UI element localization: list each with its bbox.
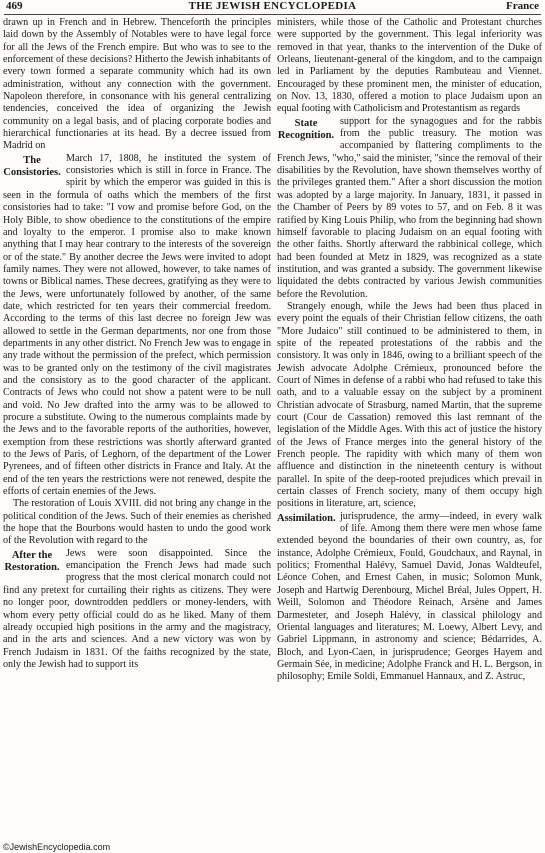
running-header — [0, 0, 545, 14]
running-title: THE JEWISH ENCYCLOPEDIA — [188, 0, 357, 12]
right-paragraph-4: jurisprudence, the army—indeed, in every walk of life. Among them there were men whose fame extended beyond the boundaries of their own country, as, for instance, Adolphe Crémieux, Fould, Goudchaux, and Raynal, in politics; Fromenthal Halévy, Samuel David, Jonas Waldteufel, Léonce Cohen, and Ernest Cahen, in music; Solomon Munk, Joseph and Hartwig Derenbourg, Michel Bréal, Jules Oppert, H. Weill, Solomon and Théodore Reinach, Arsène and James Darmesteter, and Joseph Halévy, in classical philology and Oriental languages and literatures; M. Loewy, Albert Levy, and Gabriel Lippmann, in astronomy and science; Bédarrides, A. Bloch, and Lyon-Caen, in jurisprudence; Georges Hayem and Germain Sée, in medicine; Adolphe Franck and H. L. Bergson, in philosophy; Emile Soldi, Emmanuel Hannaux, and Z. Astruc, — [277, 510, 542, 683]
left-column — [3, 17, 271, 839]
right-paragraph-3: Strangely enough, while the Jews had been thus placed in every point the equals of their Christian fellow citizens, the oath "More Judaico" still continued to be administered to them, in spite of the repeated protestations of the rabbis and the consistory. It was only in 1846, owing to a brilliant speech of the Jewish advocate Adolphe Crémieux, pronounced before the Court of Nîmes in defense of a rabbi who had refused to take this oath, and to a valuable essay on the subject by a prominent Christian advocate of Strasburg, named Martin, that the supreme court (Cour de Cassation) removed this last remnant of the legislation of the Middle Ages. With this act of justice the history of the Jews of France merges into the general history of the French people. The rapidity with which many of them won affluence and distinction in the nineteenth century is without parallel. In spite of the deep-rooted prejudices which prevail in certain classes of French society, many of them occupy high positions in literature, art, science, — [277, 300, 542, 510]
left-paragraph-2: March 17, 1808, he instituted the system of consistories which is still in force in France. The spirit by which the emperor was guided in this is seen in the formula of oaths which the members of the first consistories had to take: "I vow and promise before God, on the Holy Bible, to show obedience to the constitutions of the empire and loyalty to the emperor. I promise also to make known anything that I may hear contrary to the interests of the sovereign or of the state." By another decree the Jews were invited to adopt family names. They were not allowed, however, to take names of towns or Biblical names. These decrees, gratifying as they were to the Jews, were unfortunately followed by another, of the same date, which restricted for ten years their commercial freedom. According to the terms of this last decree no foreign Jew was allowed to settle in the German departments, nor one from those departments in any other district. No French Jew was to engage in any trade without the permission of the prefect, which permission was to be granted only on the testimony of the civil magistrates and the consistory as to the good character of the applicant. Contracts of Jews who could not show a patent were to be null and void. No Jew drafted into the army was to be allowed to procure a substitute. Owing to the numerous complaints made by the Jews and to the favorable reports of the authorities, however, exemption from these restrictions was shortly afterward granted to the Jews of Paris, of Leghorn, of the department of the Lower Pyrenees, and of fifteen other districts in France and Italy. At the end of the ten years the restrictions were not renewed, despite the efforts of certain enemies of the Jews. — [3, 152, 271, 498]
right-paragraph-1: ministers, while those of the Catholic and Protestant churches were supported by the government. This legal inferiority was removed in that year, thanks to the intervention of the Duke of Orleans, lieutenant-general of the kingdom, and to the campaign led in Parliament by the deputies Rambuteau and Viennet. Encouraged by these prominent men, the minister of education, on Nov. 13, 1830, offered a motion to place Judaism upon an equal footing with Catholicism and Protestantism as regards — [277, 17, 542, 115]
header-rule — [4, 14, 541, 15]
page-number: 469 — [6, 0, 23, 12]
running-section: France — [506, 0, 539, 12]
site-credit[interactable]: ©JewishEncyclopedia.com — [3, 842, 111, 852]
sidenote-assimilation: Assimilation. — [277, 512, 336, 524]
sidenote-restoration: After the Restoration. — [4, 549, 60, 573]
left-paragraph-3: The restoration of Louis XVIII. did not bring any change in the political condition of the Jews. Such of their enemies as cherished the hope that the Bourbons would hasten to undo the good work of the Revolution with regard to the — [3, 498, 271, 547]
right-column — [277, 17, 542, 839]
left-paragraph-1: drawn up in French and in Hebrew. Thenceforth the principles laid down by the Assembly of Notables were to have legal force for all the Jews of the French empire. But who was to see to the enforcement of these decisions? Hitherto the Jewish inhabitants of every town formed a separate community which had its own administration, without any connection with the government. Napoleon therefore, in consonance with his general centralizing tendencies, conceived the idea of organizing the Jewish community on a legal basis, and of placing corporate bodies and hierarchical functionaries at its head. By a decree issued from Madrid on — [3, 17, 271, 152]
right-paragraph-2: support for the synagogues and for the rabbis from the public treasury. The motion was accompanied by flattering compliments to the French Jews, "who," said the minister, "since the removal of their disabilities by the Revolution, have shown themselves worthy of the privileges granted them." After a short discussion the motion was adopted by a large majority. In January, 1831, it passed in the Chamber of Peers by 89 votes to 57, and on Feb. 8 it was ratified by King Louis Philip, who from the beginning had shown himself favorable to placing Judaism on an equal footing with the other faiths. Shortly afterward the rabbinical college, which had been founded at Metz in 1829, was recognized as a state institution, and was granted a subsidy. The government likewise liquidated the debts contracted by various Jewish communities before the Revolution. — [277, 115, 542, 300]
sidenote-state-recognition: State Recognition. — [277, 117, 335, 141]
left-paragraph-4: Jews were soon disappointed. Since the emancipation the French Jews had made such progress that the most clerical monarch could not find any pretext for curtailing their rights as citizens. They were no longer poor, downtrodden peddlers or money-lenders, with whom every petty official could do as he liked. Many of them already occupied high positions in the army and the magistracy, and in the arts and sciences. And a new victory was won by French Judaism in 1831. Of the faiths recognized by the state, only the Jewish had to support its — [3, 547, 271, 670]
sidenote-consistories: The Consistories. — [3, 154, 61, 178]
